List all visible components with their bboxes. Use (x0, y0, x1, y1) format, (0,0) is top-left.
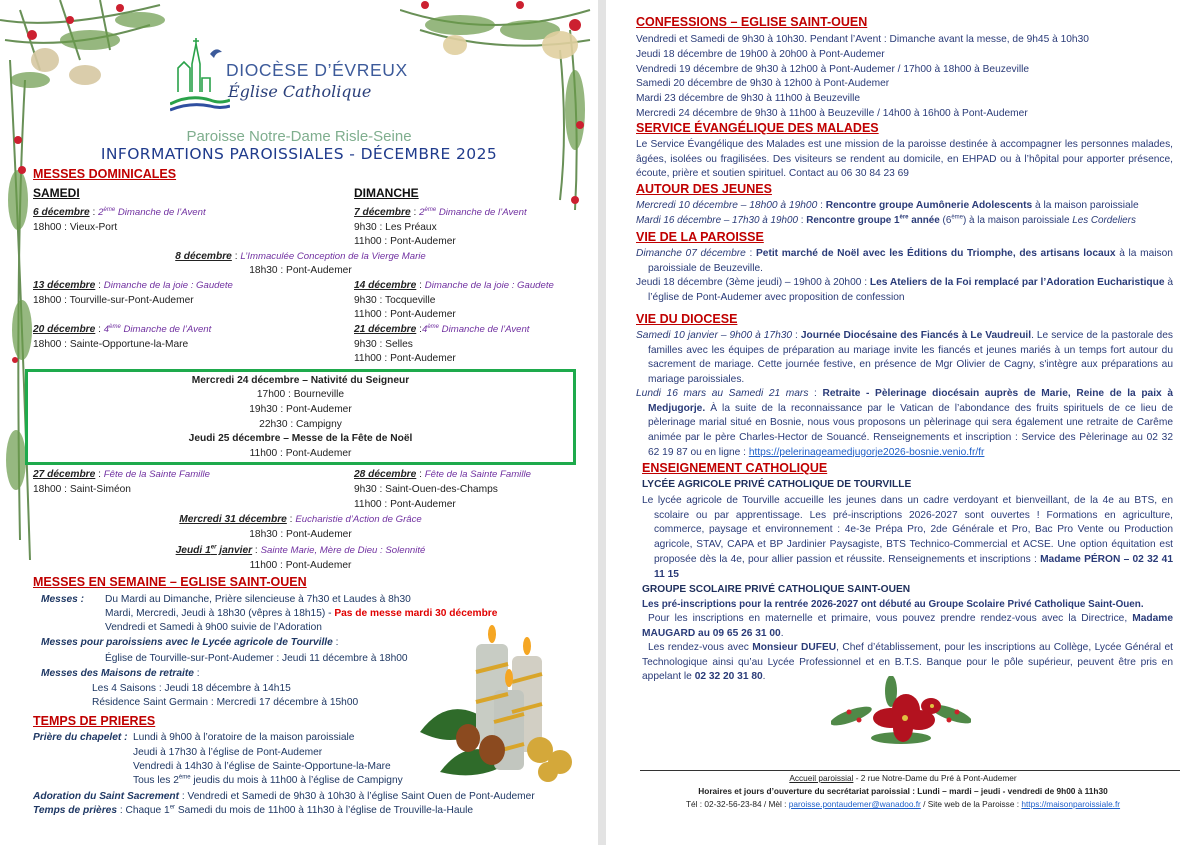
paroisse-item: Jeudi 18 décembre (3ème jeudi) – 19h00 à 20h00 : Les Ateliers de la Foi remplacé par l’Adoration Eucharistique à l’église de Pont-Audemer avec proposition de confession (636, 277, 1174, 303)
mass-time: 18h00 : Saint-Siméon (33, 484, 131, 495)
lycee-title: LYCÉE AGRICOLE PRIVÉ CATHOLIQUE DE TOURVILLE (642, 479, 912, 490)
temps-prieres-line: Temps de prières : Chaque 1er Samedi du mois de 11h00 à 11h30 à l’église de Trouville-la-Haule (33, 804, 474, 816)
mass-date-saturday: 27 décembre : Fête de la Sainte Famille (33, 469, 210, 480)
mass-time: 18h00 : Vieux-Port (33, 222, 118, 233)
mass-time: 18h30 : Pont-Audemer (249, 265, 352, 276)
mass-date-centered: Jeudi 1er janvier : Sainte Marie, Mère de Dieu : Solennité (175, 544, 426, 556)
paroisse-item: Dimanche 07 décembre : Petit marché de Noël avec les Éditions du Triomphe, des artisans locaux à la maison paroissiale de Beuzeville. (636, 248, 1173, 274)
section-heading-messes-dominicales: MESSES DOMINICALES (33, 167, 177, 181)
footer-hours: Horaires et jours d’ouverture du secrétariat paroissial : Lundi – mardi – jeudi - vendredi de 9h00 à 11h30 (698, 786, 1108, 796)
page-right (606, 0, 1200, 845)
email-link[interactable]: paroisse.pontaudemer@wanadoo.fr (788, 799, 921, 809)
column-heading-dimanche: DIMANCHE (354, 186, 419, 200)
mass-time: 9h30 : Selles (354, 339, 413, 350)
adoration-line: Adoration du Saint Sacrement : Vendredi et Samedi de 9h30 à 10h30 à l’église Saint Ouen de Pont-Audemer (33, 791, 535, 802)
mass-date-sunday: 7 décembre : 2ème Dimanche de l’Avent (354, 206, 527, 218)
retirement-mass-line: Les 4 Saisons : Jeudi 18 décembre à 14h15 (92, 683, 291, 694)
jeunes-item: Mardi 16 décembre – 17h30 à 19h00 : Rencontre groupe 1ère année (6ème) à la maison paroissiale Les Cordeliers (636, 214, 1136, 226)
confession-line: Jeudi 18 décembre de 19h00 à 20h00 à Pont-Audemer (636, 49, 885, 60)
no-mass-alert: Pas de messe mardi 30 décembre (334, 608, 498, 619)
diocese-item: Samedi 10 janvier – 9h00 à 17h30 : Journée Diocésaine des Fiancés à Le Vaudreuil. Le service de la pastorale des familles avec les équipes de préparation au mariage invite les fiancés et jeunes mariés à un temps fort autour du sacrement de mariage. Cette journée festive, en présence de Mgr Olivier de Cagny, s'intègre aux préparations au mariage paroissiales. (636, 330, 1173, 386)
chapelet-line: Vendredi à 14h30 à l’église de Sainte-Opportune-la-Mare (133, 761, 391, 772)
mass-date-sunday: 21 décembre :4ème Dimanche de l’Avent (354, 323, 530, 335)
column-heading-samedi: SAMEDI (33, 186, 80, 200)
retirement-mass-label: Messes des Maisons de retraite : (41, 668, 200, 679)
chapelet-line: Jeudi à 17h30 à l’église de Pont-Audemer (133, 747, 323, 758)
website-link[interactable]: https://maisonparoissiale.fr (1021, 799, 1121, 809)
confession-line: Vendredi 19 décembre de 9h30 à 12h00 à Pont-Audemer / 17h00 à 18h00 à Beuzeville (636, 64, 1030, 75)
diocese-logo (170, 34, 470, 116)
section-heading-enseignement: ENSEIGNEMENT CATHOLIQUE (642, 461, 828, 475)
confession-line: Mercredi 24 décembre de 9h30 à 11h00 à Beuzeville / 14h00 à 16h00 à Pont-Audemer (636, 108, 1028, 119)
groupe-intro: Les pré-inscriptions pour la rentrée 2026-2027 ont débuté au Groupe Scolaire Privé Catholique Saint-Ouen. (642, 599, 1144, 610)
diocese-item: Lundi 16 mars au Samedi 21 mars : Retraite - Pèlerinage diocésain auprès de Marie, Reine de la paix à Medjugorje. À la suite de la reconnaissance par le Vatican de l’abondance des fruits spirituels de ce lieu de pèlerinage marial situé en Bosnie, nous vous proposons un pèlerinage qui sera également une retraite de Carême animée par le père Charles-Hector de Souancé. Renseignements et inscription : Service des Pèlerinage au 02 32 62 19 87 ou en ligne : https://pelerinageamedjugorje2026-bosnie.venio.fr/fr (636, 388, 1173, 458)
mass-date-sunday: 14 décembre : Dimanche de la joie : Gaudete (354, 280, 554, 291)
confession-line: Mardi 23 décembre de 9h30 à 11h00 à Beuzeville (636, 93, 861, 104)
lycee-text: Le lycée agricole de Tourville accueille les jeunes dans un cadre verdoyant et bienveillant, de la 4e au BTS, en scolaire ou par apprentissage. Les pré-inscriptions 2026-2027 sont ouvertes ! Formations en agriculture, commerce, paysage et environnement : 4e-3e Prépa Pro, 2de Générale et Pro, Bac Pro Vente ou Production agricole, STAV, CAPA et BP Jardinier Paysagiste, BTS Technico-Commercial et ACSE. Une option équitation est proposée dès la 4e, pour allier passion et réussite. Renseignements et inscriptions : Madame PÉRON – 02 32 41 11 15 (642, 495, 1173, 580)
weekday-mass-line: Vendredi et Samedi à 9h00 suivie de l’Adoration (105, 622, 322, 633)
section-heading-vie-diocese: VIE DU DIOCESE (636, 312, 738, 326)
jeunes-item: Mercredi 10 décembre – 18h00 à 19h00 : Rencontre groupe Aumônerie Adolescents à la maison paroissiale (636, 200, 1139, 211)
mass-time: 11h00 : Pont-Audemer (354, 236, 456, 247)
section-heading-confessions: CONFESSIONS – EGLISE SAINT-OUEN (636, 15, 868, 29)
section-heading-vie-paroisse: VIE DE LA PAROISSE (636, 230, 764, 244)
mass-time: 19h30 : Pont-Audemer (249, 404, 352, 415)
weekday-mass-line: Mardi, Mercredi, Jeudi à 18h30 (vêpres à 18h15) - Pas de messe mardi 30 décembre (105, 608, 498, 619)
page-gutter (598, 0, 606, 845)
mass-time: 18h00 : Tourville-sur-Pont-Audemer (33, 295, 194, 306)
mass-time: 22h30 : Campigny (259, 419, 342, 430)
mass-time: 18h00 : Sainte-Opportune-la-Mare (33, 339, 189, 350)
groupe-college: Les rendez-vous avec Monsieur DUFEU, Chef d’établissement, pour les inscriptions au Collège, Lycée Général et Technologique ainsi qu’au Lycée Professionnel et en B.T.S. Banque pour le pôle supérieur, peuvent être pris en appelant le 02 32 20 31 80. (642, 642, 1173, 683)
mass-date-sunday: 28 décembre : Fête de la Sainte Famille (354, 469, 531, 480)
groupe-title: GROUPE SCOLAIRE PRIVÉ CATHOLIQUE SAINT-OUEN (642, 584, 911, 595)
footer-divider (640, 770, 1180, 771)
mass-date-saturday: 13 décembre : Dimanche de la joie : Gaudete (33, 280, 233, 291)
weekday-mass-line: Du Mardi au Dimanche, Prière silencieuse à 7h30 et Laudes à 8h30 (105, 594, 411, 605)
section-heading-temps-prieres: TEMPS DE PRIERES (33, 714, 156, 728)
confession-line: Vendredi et Samedi de 9h30 à 10h30. Pendant l’Avent : Dimanche avant la messe, de 9h45 à 10h30 (636, 34, 1089, 45)
mass-time: 11h00 : Pont-Audemer (354, 309, 456, 320)
chapelet-line: Lundi à 9h00 à l’oratoire de la maison paroissiale (133, 732, 355, 743)
christmas-eve-title: Mercredi 24 décembre – Nativité du Seigneur (191, 375, 410, 386)
mass-date-centered: Mercredi 31 décembre : Eucharistie d’Action de Grâce (179, 514, 422, 525)
messes-label: Messes : (41, 594, 85, 605)
malades-text: Le Service Évangélique des Malades est une mission de la paroisse destinée à accompagner les personnes malades, âgées, isolées ou fragilisées. Des visiteurs se rendent au domicile, en EHPAD ou à l’hôpital pour apporter présence, écoute, prière et soutien spirituel. Contact au 06 30 84 23 69 (636, 139, 1173, 180)
mass-time: 11h00 : Pont-Audemer (249, 448, 352, 459)
retirement-mass-line: Résidence Saint Germain : Mercredi 17 décembre à 15h00 (92, 697, 359, 708)
lycee-mass-label: Messes pour paroissiens avec le Lycée agricole de Tourville : (41, 637, 339, 648)
mass-date-saturday: 6 décembre : 2ème Dimanche de l’Avent (33, 206, 206, 218)
christmas-day-title: Jeudi 25 décembre – Messe de la Fête de Noël (188, 433, 413, 444)
mass-time: 9h30 : Les Préaux (354, 222, 437, 233)
mass-time: 17h00 : Bourneville (256, 389, 345, 400)
page-title: INFORMATIONS PAROISSIALES - DÉCEMBRE 2025 (100, 145, 498, 163)
parish-subtitle: Paroisse Notre-Dame Risle-Seine (186, 128, 412, 145)
pilgrimage-link[interactable]: https://pelerinageamedjugorje2026-bosnie.venio.fr/fr (748, 446, 985, 458)
page-left (0, 0, 598, 845)
logo-line2: Église Catholique (228, 82, 372, 101)
chapelet-label: Prière du chapelet : (33, 732, 128, 743)
mass-time: 18h30 : Pont-Audemer (249, 529, 352, 540)
chapelet-line: Tous les 2ème jeudis du mois à 11h00 à l’église de Campigny (133, 774, 403, 786)
mass-time: 9h30 : Saint-Ouen-des-Champs (354, 484, 498, 495)
mass-date-saturday: 20 décembre : 4ème Dimanche de l’Avent (33, 323, 212, 335)
footer-contact: Tél : 02-32-56-23-84 / Mèl : paroisse.pontaudemer@wanadoo.fr / Site web de la Paroisse : https://maisonparoissiale.fr (685, 799, 1121, 809)
cathedral-icon (170, 34, 230, 116)
lycee-mass-line: Église de Tourville-sur-Pont-Audemer : Jeudi 11 décembre à 18h00 (105, 653, 408, 664)
section-heading-jeunes: AUTOUR DES JEUNES (636, 182, 772, 196)
mass-date-centered: 8 décembre : L’Immaculée Conception de la Vierge Marie (175, 251, 426, 262)
candles-illustration (420, 622, 580, 782)
mass-time: 9h30 : Tocqueville (354, 295, 436, 306)
mass-time: 11h00 : Pont-Audemer (354, 499, 456, 510)
section-heading-messes-semaine: MESSES EN SEMAINE – EGLISE SAINT-OUEN (33, 575, 307, 589)
section-heading-malades: SERVICE ÉVANGÉLIQUE DES MALADES (636, 121, 879, 135)
groupe-maternelle: Pour les inscriptions en maternelle et primaire, vous pouvez prendre rendez-vous avec la Directrice, Madame MAUGARD au 09 65 26 31 00. (642, 613, 1173, 639)
logo-line1: DIOCÈSE D’ÉVREUX (226, 60, 408, 80)
mass-time: 11h00 : Pont-Audemer (354, 353, 456, 364)
confession-line: Samedi 20 décembre de 9h30 à 12h00 à Pont-Audemer (636, 78, 890, 89)
poinsettia-illustration (831, 676, 971, 756)
footer-address: Accueil paroissial - 2 rue Notre-Dame du Pré à Pont-Audemer (789, 773, 1017, 783)
mass-time: 11h00 : Pont-Audemer (249, 560, 352, 571)
